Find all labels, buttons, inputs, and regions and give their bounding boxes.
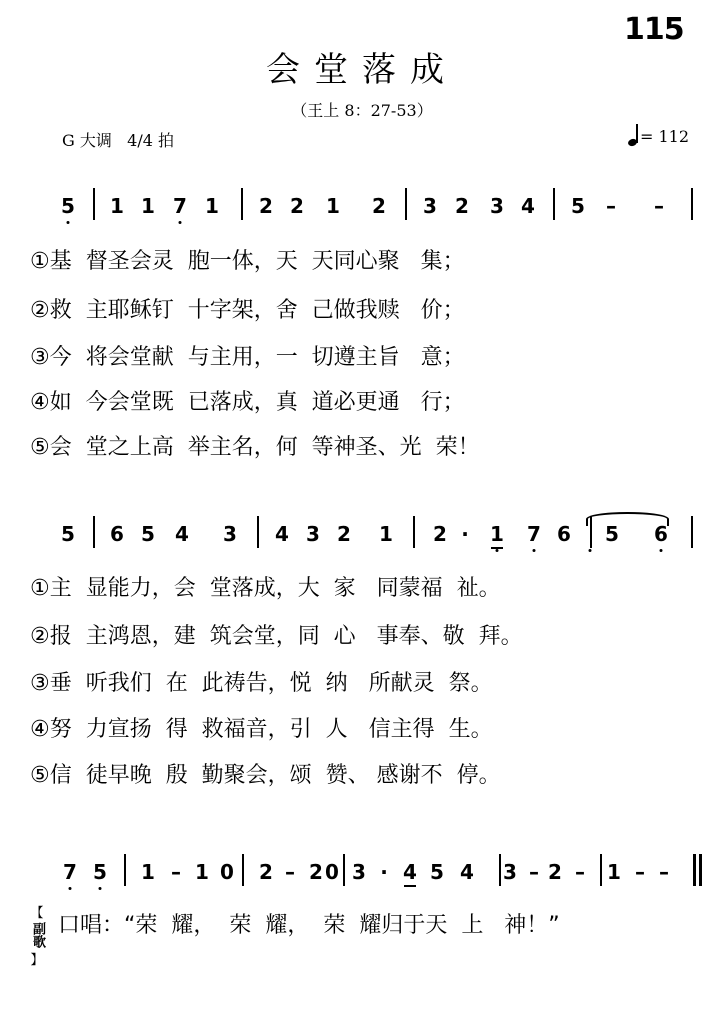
barline xyxy=(691,188,693,220)
lyric-verse-4: ④如 今会堂既 已落成，真 道必更通 行； xyxy=(30,390,465,415)
note: 1 xyxy=(379,522,393,546)
note: 4 xyxy=(460,860,474,884)
lyric-verse-5: ⑤会 堂之上高 举主名，何 等神圣、光 荣！ xyxy=(30,435,480,460)
note: 1 xyxy=(205,194,219,218)
lyric-verse-5: ⑤信 徒早晚 殷 勤聚会，颂 赞、 感谢不 停。 xyxy=(30,763,501,788)
quarter-note-icon xyxy=(628,124,640,146)
note: 5 xyxy=(430,860,444,884)
note: 3 xyxy=(503,860,517,884)
note: 3 xyxy=(223,522,237,546)
note: 2 xyxy=(548,860,562,884)
note: 2 xyxy=(433,522,447,546)
barline xyxy=(600,854,602,886)
note: 2 xyxy=(309,860,323,884)
octave-dot-below xyxy=(67,221,70,224)
chorus-label: 【 副歌 】 xyxy=(30,906,45,968)
augmentation-dot: · xyxy=(461,522,469,546)
dash-extension: – xyxy=(575,860,585,884)
octave-dot-below xyxy=(533,549,536,552)
lyric-verse-1: ①主 显能力，会 堂落成，大 家 同蒙福 祉。 xyxy=(30,576,501,601)
dash-extension: – xyxy=(654,194,664,218)
octave-dot-below xyxy=(99,887,102,890)
barline xyxy=(413,516,415,548)
note: 6 xyxy=(110,522,124,546)
lyric-verse-4: ④努 力宣扬 得 救福音，引 人 信主得 生。 xyxy=(30,717,493,742)
barline xyxy=(93,188,95,220)
note: 2 xyxy=(290,194,304,218)
octave-dot-below xyxy=(660,549,663,552)
chorus-lyric: 口唱：“荣 耀， 荣 耀， 荣 耀归于天 上 神！” xyxy=(58,913,560,938)
note: 1 xyxy=(110,194,124,218)
augmentation-dot: · xyxy=(380,860,388,884)
eighth-underline xyxy=(491,547,503,549)
dash-extension: – xyxy=(285,860,295,884)
barline xyxy=(93,516,95,548)
note: 1 xyxy=(195,860,209,884)
note: 6 xyxy=(557,522,571,546)
octave-dot-below xyxy=(589,549,592,552)
octave-dot-below xyxy=(69,887,72,890)
note: 7 xyxy=(527,522,541,546)
note: 0 xyxy=(325,860,339,884)
note: 1 xyxy=(141,194,155,218)
barline xyxy=(257,516,259,548)
note: 2 xyxy=(455,194,469,218)
page-number: 115 xyxy=(624,12,684,47)
slur xyxy=(586,512,669,526)
note: 1 xyxy=(490,522,504,546)
scripture-reference: （王上 8：27-53） xyxy=(291,101,433,120)
lyric-verse-1: ①基 督圣会灵 胞一体，天 天同心聚 集； xyxy=(30,249,465,274)
note: 5 xyxy=(571,194,585,218)
barline xyxy=(405,188,407,220)
note: 5 xyxy=(605,522,619,546)
eighth-underline xyxy=(404,885,416,887)
key-signature: G 大调 xyxy=(62,131,112,150)
note: 3 xyxy=(352,860,366,884)
note: 4 xyxy=(403,860,417,884)
octave-dot-below xyxy=(496,549,499,552)
note: 2 xyxy=(259,194,273,218)
note: 5 xyxy=(61,522,75,546)
final-barline xyxy=(693,854,696,886)
lyric-verse-3: ③垂 听我们 在 此祷告，悦 纳 所献灵 祭。 xyxy=(30,671,493,696)
note: 1 xyxy=(326,194,340,218)
note: 7 xyxy=(63,860,77,884)
note: 5 xyxy=(93,860,107,884)
barline xyxy=(124,854,126,886)
dash-extension: – xyxy=(659,860,669,884)
barline xyxy=(553,188,555,220)
lyric-verse-2: ②报 主鸿恩，建 筑会堂，同 心 事奉、敬 拜。 xyxy=(30,624,523,649)
barline xyxy=(241,188,243,220)
dash-extension: – xyxy=(529,860,539,884)
barline xyxy=(242,854,244,886)
note: 4 xyxy=(275,522,289,546)
barline xyxy=(499,854,501,886)
note: 2 xyxy=(259,860,273,884)
note: 5 xyxy=(61,194,75,218)
note: 3 xyxy=(490,194,504,218)
dash-extension: – xyxy=(171,860,181,884)
lyric-verse-2: ②救 主耶稣钉 十字架，舍 己做我赎 价； xyxy=(30,298,465,323)
note: 2 xyxy=(372,194,386,218)
key-and-meter xyxy=(62,128,174,151)
tempo-value: = 112 xyxy=(640,127,690,146)
lyric-verse-3: ③今 将会堂献 与主用，一 切遵主旨 意； xyxy=(30,345,465,370)
note: 4 xyxy=(175,522,189,546)
note: 3 xyxy=(306,522,320,546)
note: 7 xyxy=(173,194,187,218)
note: 1 xyxy=(607,860,621,884)
barline xyxy=(343,854,345,886)
dash-extension: – xyxy=(635,860,645,884)
note: 0 xyxy=(220,860,234,884)
note: 5 xyxy=(141,522,155,546)
final-barline xyxy=(699,854,702,886)
note: 6 xyxy=(654,522,668,546)
note: 4 xyxy=(521,194,535,218)
dash-extension: – xyxy=(606,194,616,218)
note: 3 xyxy=(423,194,437,218)
tempo-marking xyxy=(628,124,689,146)
barline xyxy=(691,516,693,548)
note: 2 xyxy=(337,522,351,546)
octave-dot-below xyxy=(179,221,182,224)
chorus-label-text: 副歌 xyxy=(30,922,45,948)
time-signature: 4/4 拍 xyxy=(127,131,174,150)
note: 1 xyxy=(141,860,155,884)
hymn-title: 会堂落成 xyxy=(266,50,458,90)
